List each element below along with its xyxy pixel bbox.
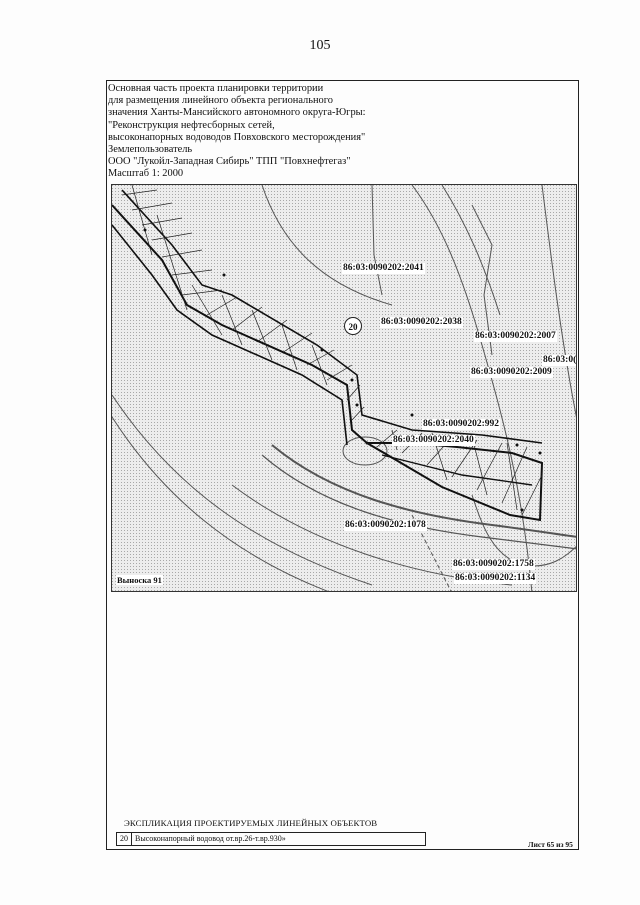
parcel-label: 86:03:0090202:1758 [453,559,534,569]
legend-name: Высоконапорный водовод от.вр.26-т.вр.930» [135,834,286,843]
title-line: для размещения линейного объекта регионального [108,95,333,107]
explication-title: ЭКСПЛИКАЦИЯ ПРОЕКТИРУЕМЫХ ЛИНЕЙНЫХ ОБЪЕКТОВ [124,818,378,828]
parcel-label: 86:03:0090202:1134 [455,573,536,583]
object-number-marker: 20 [344,317,362,335]
title-line: Масштаб 1: 2000 [108,168,184,180]
page-number: 105 [309,38,331,53]
parcel-label: 86:03:0090202:2009 [471,367,552,377]
title-block [108,83,408,181]
legend-number: 20 [117,833,132,845]
title-line: значения Ханты-Мансийского автономного округа-Югры: [108,107,366,119]
title-line: ООО "Лукойл-Западная Сибирь" ТПП "Повхнефтегаз" [108,156,351,168]
title-line: Землепользователь [108,144,193,156]
callout-label: Выноска 91 [117,575,162,585]
map-view [111,184,577,592]
sheet-number: Лист 65 из 95 [528,840,573,849]
parcel-label: 86:03:0090202:2040 [393,435,474,445]
legend-row [116,832,426,846]
parcel-label: 86:03:0090202:2041 [343,263,424,273]
parcel-label: 86:03:0090202:1078 [345,520,426,530]
parcel-label: 86:03:0090202:992 [423,419,499,429]
title-line: "Реконструкция нефтесборных сетей, [108,119,275,131]
parcel-label: 86:03:0090202:2038 [381,317,462,327]
parcel-label: 86:03:0090202:2007 [475,331,556,341]
title-line: Основная часть проекта планировки территории [108,83,324,94]
parcel-label: 86:03:0( [543,355,577,365]
title-line: высоконапорных водоводов Повховского месторождения" [108,131,366,143]
